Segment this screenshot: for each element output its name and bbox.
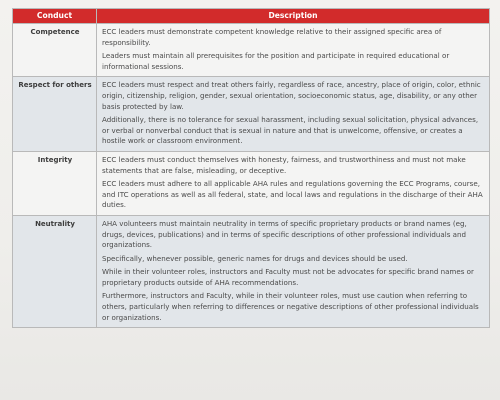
description-paragraph: Specifically, whenever possible, generic names for drugs and devices should be used.: [102, 253, 408, 263]
description-paragraph: ECC leaders must demonstrate competent knowledge relative to their assigned specific area of responsibility.: [102, 27, 442, 47]
table-row-integrity: [13, 151, 490, 215]
description-cell: [97, 151, 490, 215]
description-paragraph: Furthermore, instructors and Faculty, while in their volunteer roles, must use caution when referring to others, particularly when referring to differences or negative descriptions of other professional individuals or organizations.: [102, 291, 479, 322]
description-paragraph: While in their volunteer roles, instructors and Faculty must not be advocates for specific brand names or proprietary products outside of AHA recommendations.: [102, 267, 474, 287]
conduct-cell: Integrity: [13, 151, 97, 215]
description-paragraph: ECC leaders must conduct themselves with honesty, fairness, and trustworthiness and must not make statements that are false, misleading, or deceptive.: [102, 154, 466, 175]
conduct-cell: Neutrality: [13, 215, 97, 327]
description-paragraph: Additionally, there is no tolerance for sexual harassment, including sexual solicitation, physical advances, or verbal or nonverbal conduct that is sexual in nature and that is unwelcome, offensive, or creates a hostile work or classroom environment.: [102, 115, 479, 146]
table-row-competence: [13, 24, 490, 77]
table-row-respect-for-others: [13, 77, 490, 152]
conduct-column-header: Conduct: [13, 9, 97, 24]
description-cell: [97, 24, 490, 77]
conduct-table: [12, 8, 490, 328]
table-header-row: [13, 9, 490, 24]
table-row-neutrality: [13, 215, 490, 327]
conduct-cell: Competence: [13, 24, 97, 77]
description-paragraph: Leaders must maintain all prerequisites for the position and participate in required educational or informational sessions.: [102, 51, 450, 71]
description-cell: [97, 77, 490, 152]
description-paragraph: AHA volunteers must maintain neutrality in terms of specific proprietary products or brand names (eg, drugs, devices, publications) and in terms of specific descriptions of other professional individuals and organizations.: [102, 218, 467, 250]
description-column-header: Description: [97, 9, 490, 24]
description-cell: [97, 215, 490, 327]
conduct-cell: Respect for others: [13, 77, 97, 152]
description-paragraph: ECC leaders must respect and treat others fairly, regardless of race, ancestry, place of origin, color, ethnic origin, citizenship, religion, gender, sexual orientation, socioeconomic status, age, disability, or any other basis protected by law.: [102, 80, 481, 111]
description-paragraph: ECC leaders must adhere to all applicable AHA rules and regulations governing the ECC Programs, course, and ITC operations as well as all federal, state, and local laws and regulations in the discharge of their AHA duties.: [102, 179, 483, 210]
